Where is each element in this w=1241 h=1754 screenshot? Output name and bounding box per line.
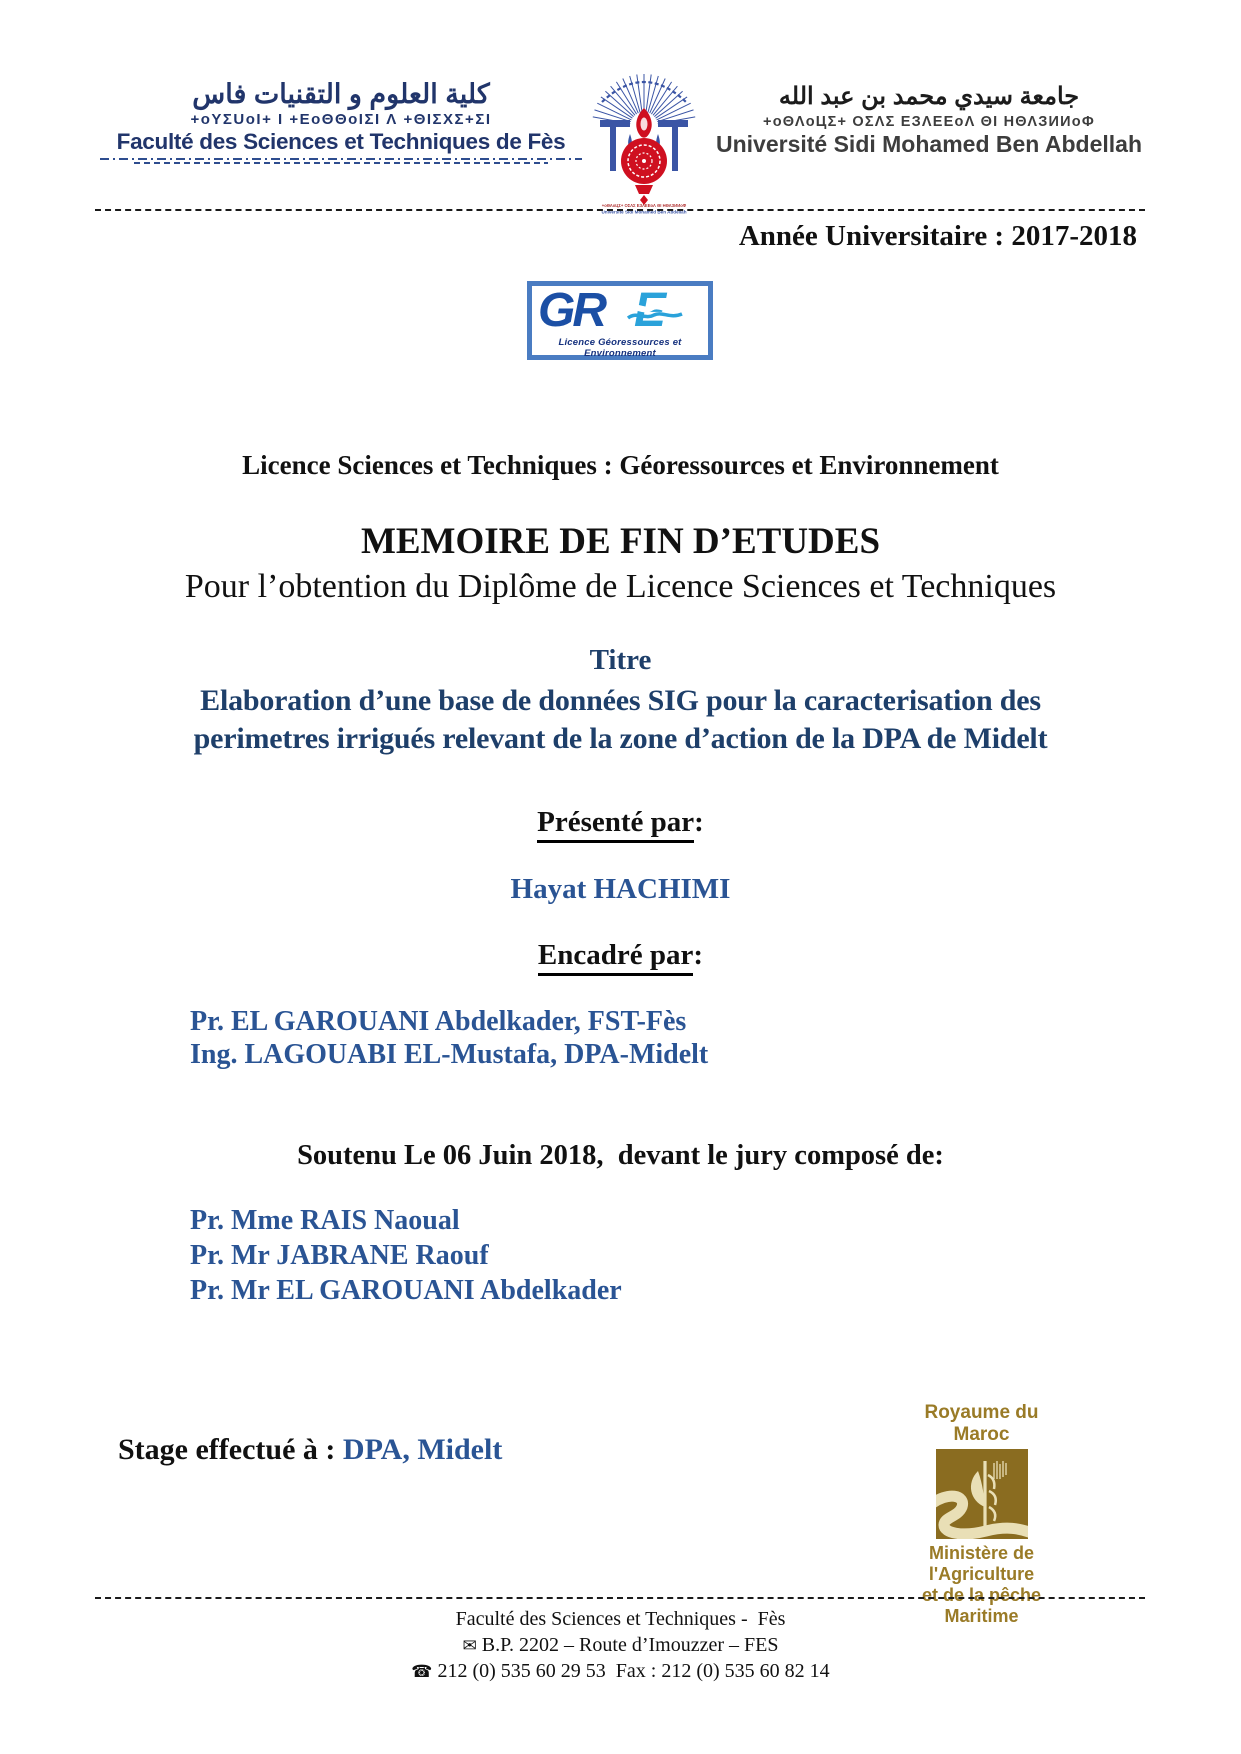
ministry-wheat-icon: [936, 1449, 1028, 1539]
thesis-title: [0, 682, 1241, 758]
emblem-caption-tifinagh: +oΘΛoЦΣ+ ΟΣΛΣ ΕЗΛΕΕoΛ ΘΙ ΗΘΛЗИИoΦ: [601, 203, 687, 208]
faculty-name-french: Faculté des Sciences et Techniques de Fès: [116, 129, 566, 154]
internship-location: DPA, Midelt: [342, 1433, 503, 1466]
footer-dashed-separator: [95, 1597, 1145, 1599]
degree-line: Licence Sciences et Techniques : Géoressources et Environnement: [242, 450, 999, 480]
faculty-name-arabic: كلية العلوم و التقنيات فاس: [192, 79, 490, 109]
university-logo: [706, 82, 1152, 158]
memoire-subtitle: Pour l’obtention du Diplôme de Licence Sciences et Techniques: [184, 568, 1057, 605]
footer-phone-text: 212 (0) 535 60 29 53 Fax : 212 (0) 535 60 82 14: [437, 1660, 830, 1682]
ministry-name-line1: Ministère de l'Agriculture: [928, 1543, 1035, 1584]
memoire-title: MEMOIRE DE FIN D’ETUDES: [360, 521, 881, 562]
faculty-logo-underline-2: [134, 162, 549, 164]
supervised-by-colon: :: [693, 939, 704, 971]
footer-address-text: B.P. 2202 – Route d’Imouzzer – FES: [481, 1634, 779, 1656]
university-name-french: Université Sidi Mohamed Ben Abdellah: [715, 131, 1142, 157]
author-name: Hayat HACHIMI: [510, 873, 731, 905]
internship-line: [118, 1433, 502, 1467]
emblem-caption-french: Université Sidi Mohamed Ben Abdellah: [601, 209, 687, 215]
supervised-by-label: Encadré par: [538, 939, 693, 976]
gre-logo-gr: GR: [538, 286, 604, 332]
faculty-logo-underline: [100, 158, 582, 160]
presented-by-colon: :: [694, 806, 704, 838]
gre-logo-caption: Licence Géoressources et Environnement: [558, 337, 682, 359]
university-name-arabic: جامعة سيدي محمد بن عبد الله: [778, 83, 1080, 110]
university-name-tifinagh: +oΘΛoЦΣ+ ΟΣΛΣ ΕЗΛΕΕoΛ ΘΙ ΗΘΛЗИИoΦ: [763, 114, 1095, 130]
phone-icon: ☎: [411, 1662, 433, 1682]
supervisor-list: [190, 1005, 708, 1071]
academic-year: Année Universitaire : 2017-2018: [738, 220, 1137, 252]
thesis-title-line2: perimetres irrigués relevant de la zone d’action de la DPA de Midelt: [193, 722, 1048, 755]
jury-member: Pr. Mr JABRANE Raouf: [190, 1240, 489, 1271]
university-emblem-icon: [588, 56, 700, 216]
gre-logo-icon: [532, 286, 708, 332]
ministry-kingdom-label: Royaume du Maroc: [924, 1402, 1039, 1445]
gre-logo-e: E: [634, 286, 667, 332]
jury-member: Pr. Mme RAIS Naoual: [190, 1205, 460, 1236]
footer-phone-line: [0, 1660, 1241, 1683]
footer-address-line: [0, 1634, 1241, 1657]
presented-by-label: Présenté par: [537, 806, 694, 843]
mail-icon: ✉: [462, 1636, 477, 1656]
presented-by-heading: [0, 806, 1241, 843]
ministry-name-line2: et de la pêche Maritime: [921, 1585, 1042, 1626]
defense-line: Soutenu Le 06 Juin 2018, devant le jury composé de:: [297, 1140, 944, 1171]
supervised-by-heading: [0, 939, 1241, 976]
titre-label: Titre: [589, 644, 652, 676]
ministry-logo: [894, 1402, 1069, 1627]
supervisor-item: Ing. LAGOUABI EL-Mustafa, DPA-Midelt: [190, 1039, 709, 1070]
faculty-name-tifinagh: +oYΣUoI+ I +ΕoΘΘoIΣI Λ +ΘIΣXΣ+ΣI: [190, 111, 492, 128]
jury-member: Pr. Mr EL GAROUANI Abdelkader: [190, 1275, 622, 1306]
internship-label: Stage effectué à :: [118, 1433, 343, 1466]
thesis-title-line1: Elaboration d’une base de données SIG pour la caracterisation des: [200, 684, 1041, 717]
jury-list: [190, 1203, 622, 1308]
supervisor-item: Pr. EL GAROUANI Abdelkader, FST-Fès: [190, 1006, 687, 1037]
gre-program-logo: [527, 281, 713, 360]
header-dashed-separator: [95, 209, 1145, 211]
faculty-logo: [100, 78, 582, 164]
footer-faculty-line: Faculté des Sciences et Techniques - Fès: [455, 1608, 786, 1630]
